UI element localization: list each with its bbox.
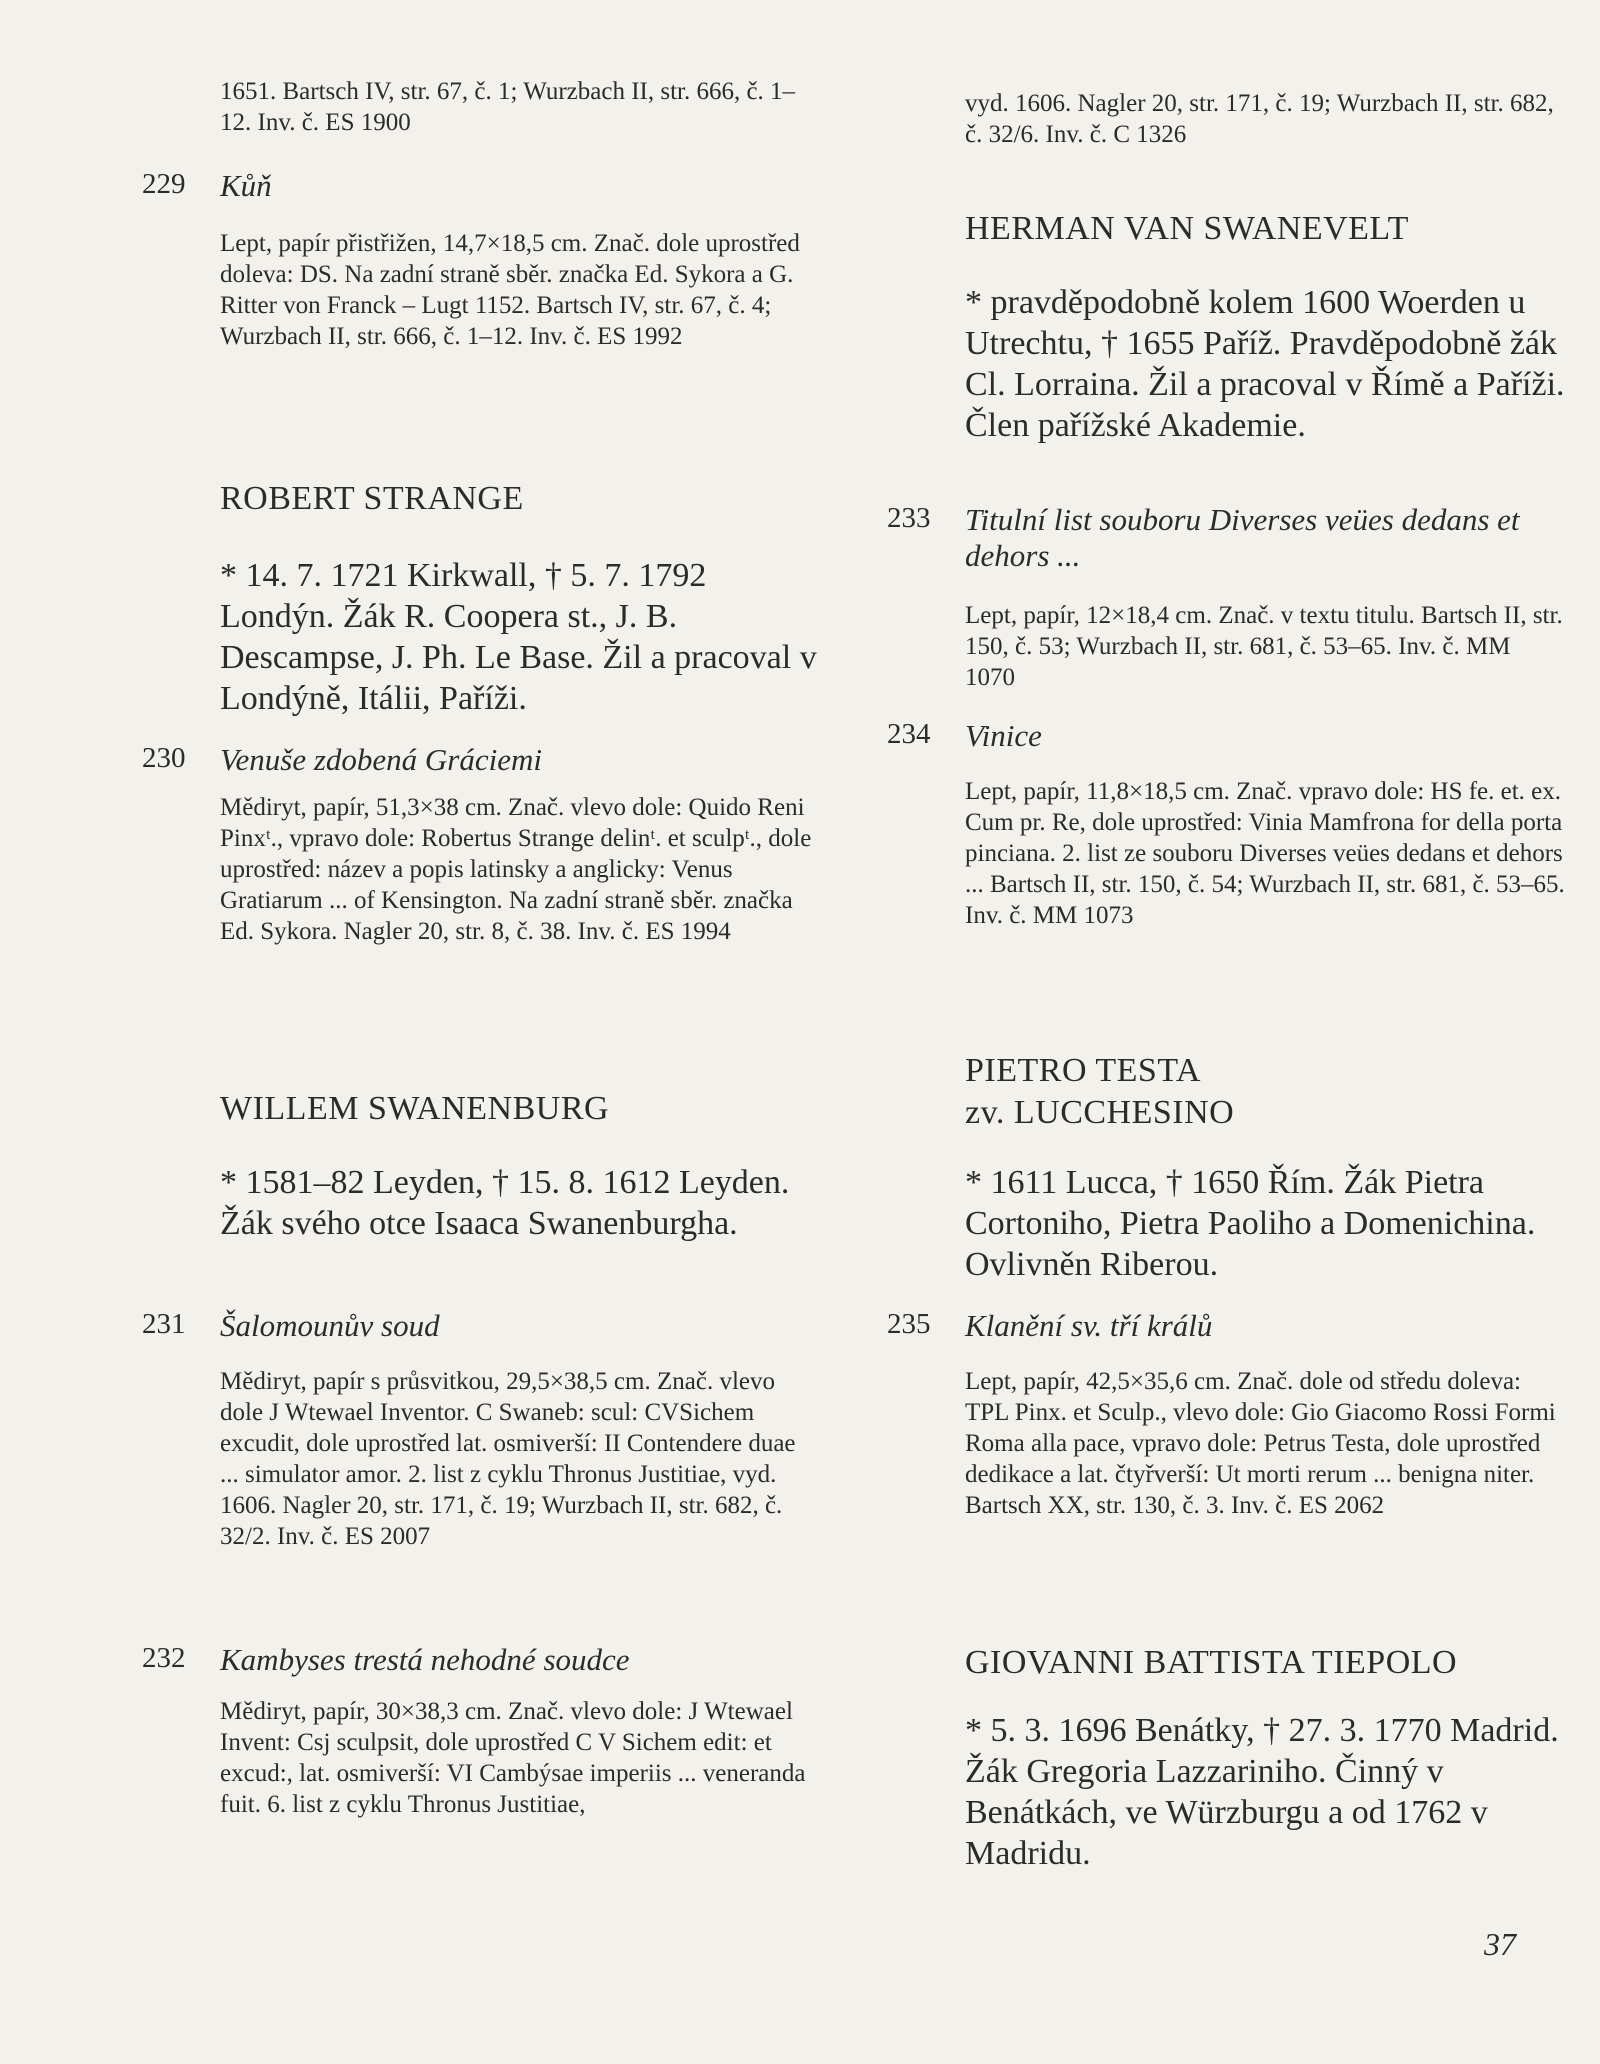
artist-heading-swanevelt: HERMAN VAN SWANEVELT (965, 210, 1409, 247)
artist-heading-swanenburg: WILLEM SWANENBURG (220, 1090, 610, 1127)
entry-title: Klanění sv. tří králů (965, 1308, 1213, 1343)
entry-231 (142, 1308, 820, 1344)
entry-232 (142, 1642, 820, 1678)
artist-bio-swanevelt: * pravděpodobně kolem 1600 Woerden u Utrechtu, † 1655 Paříž. Pravděpodobně žák Cl. Lorraina. Žil a pracoval v Římě a Paříži. Člen pařížské Akademie. (965, 284, 1565, 444)
entry-232-description: Mědiryt, papír, 30×38,3 cm. Znač. vlevo dole: J Wtewael Invent: Csj sculpsit, dole uprostřed C V Sichem edit: et excud:, lat. osmiverší: VI Cambýsae imperiis ... veneranda fuit. 6. list z cyklu Thronus Justitiae, (220, 1698, 806, 1818)
entry-229-description: Lept, papír přistřižen, 14,7×18,5 cm. Znač. dole uprostřed doleva: DS. Na zadní straně sběr. značka Ed. Sykora a G. Ritter von Franck – Lugt 1152. Bartsch IV, str. 67, č. 4; Wurzbach II, str. 666, č. 1–12. Inv. č. ES 1992 (220, 230, 800, 350)
entry-number: 232 (142, 1642, 186, 1674)
entry-number: 235 (887, 1308, 931, 1340)
artist-heading-strange: ROBERT STRANGE (220, 480, 524, 517)
entry-title: Šalomounův soud (220, 1308, 440, 1343)
entry-230-description: Mědiryt, papír, 51,3×38 cm. Znač. vlevo dole: Quido Reni Pinxᵗ., vpravo dole: Robertus Strange delinᵗ. et sculpᵗ., dole uprostřed: název a popis latinsky a anglicky: Venus Gratiarum ... of Kensington. Na zadní straně sběr. značka Ed. Sykora. Nagler 20, str. 8, č. 38. Inv. č. ES 1994 (220, 794, 812, 945)
entry-number: 230 (142, 742, 186, 774)
artist-bio-swanenburg: * 1581–82 Leyden, † 15. 8. 1612 Leyden. Žák svého otce Isaaca Swanenburgha. (220, 1164, 790, 1242)
artist-heading-testa-line1: PIETRO TESTA (965, 1052, 1201, 1089)
entry-229 (142, 168, 820, 204)
entry-231-description: Mědiryt, papír s průsvitkou, 29,5×38,5 cm. Znač. vlevo dole J Wtewael Inventor. C Swaneb: scul: CVSichem excudit, dole uprostřed lat. osmiverší: II Contendere duae ... simulator amor. 2. list z cyklu Thronus Justitiae, vyd. 1606. Nagler 20, str. 171, č. 19; Wurzbach II, str. 682, č. 32/2. Inv. č. ES 2007 (220, 1368, 796, 1550)
entry-title: Vinice (965, 718, 1042, 753)
entry-235-description: Lept, papír, 42,5×35,6 cm. Znač. dole od středu doleva: TPL Pinx. et Sculp., vlevo dole: Gio Giacomo Rossi Formi Roma alla pace, vpravo dole: Petrus Testa, dole uprostřed dedikace a lat. čtyřverší: Ut morti rerum ... benigna niter. Bartsch XX, str. 130, č. 3. Inv. č. ES 2062 (965, 1368, 1556, 1519)
entry-228-continuation: 1651. Bartsch IV, str. 67, č. 1; Wurzbach II, str. 666, č. 1–12. Inv. č. ES 1900 (220, 78, 796, 136)
entry-number: 229 (142, 168, 186, 200)
artist-bio-testa: * 1611 Lucca, † 1650 Řím. Žák Pietra Cortoniho, Pietra Paoliho a Domenichina. Ovlivněn Riberou. (965, 1164, 1536, 1283)
entry-234-description: Lept, papír, 11,8×18,5 cm. Znač. vpravo dole: HS fe. et. ex. Cum pr. Re, dole uprostřed: Vinia Mamfrona for della porta pinciana. 2. list ze souboru Diverses veües dedans et dehors ... Bartsch II, str. 150, č. 54; Wurzbach II, str. 681, č. 53–65. Inv. č. MM 1073 (965, 778, 1565, 929)
entry-235 (887, 1308, 1565, 1344)
artist-heading-testa-line2: zv. LUCCHESINO (965, 1094, 1235, 1131)
page-number: 37 (1484, 1926, 1516, 1962)
artist-heading-tiepolo: GIOVANNI BATTISTA TIEPOLO (965, 1644, 1458, 1681)
entry-title: Venuše zdobená Gráciemi (220, 742, 542, 777)
entry-231-continuation: vyd. 1606. Nagler 20, str. 171, č. 19; Wurzbach II, str. 682, č. 32/6. Inv. č. C 1326 (965, 90, 1554, 148)
entry-number: 231 (142, 1308, 186, 1340)
artist-bio-tiepolo: * 5. 3. 1696 Benátky, † 27. 3. 1770 Madrid. Žák Gregoria Lazzariniho. Činný v Benátkách, ve Würzburgu a od 1762 v Madridu. (965, 1712, 1559, 1872)
entry-number: 233 (887, 502, 931, 534)
entry-title: Kůň (220, 168, 272, 203)
entry-233 (887, 502, 1565, 574)
artist-bio-strange: * 14. 7. 1721 Kirkwall, † 5. 7. 1792 Londýn. Žák R. Coopera st., J. B. Descampse, J. Ph. Le Base. Žil a pracoval v Londýně, Itálii, Paříži. (220, 557, 817, 717)
entry-title: Kambyses trestá nehodné soudce (220, 1642, 630, 1677)
entry-number: 234 (887, 718, 931, 750)
entry-230 (142, 742, 820, 778)
entry-234 (887, 718, 1565, 754)
entry-233-description: Lept, papír, 12×18,4 cm. Znač. v textu titulu. Bartsch II, str. 150, č. 53; Wurzbach II, str. 681, č. 53–65. Inv. č. MM 1070 (965, 602, 1563, 691)
entry-title: Titulní list souboru Diverses veües dedans et dehors ... (965, 502, 1520, 573)
